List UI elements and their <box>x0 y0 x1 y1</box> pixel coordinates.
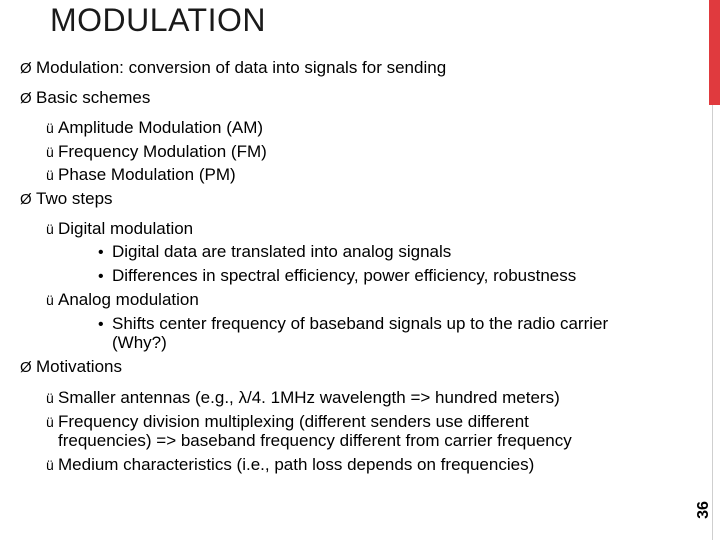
bullet-modulation <box>20 58 446 79</box>
check-bullet-icon: ü <box>46 167 54 183</box>
arrow-bullet-icon: Ø <box>20 90 32 107</box>
bullet-text: Digital data are translated into analog signals <box>112 242 452 261</box>
sub-bullet-pm <box>46 165 236 185</box>
bullet-text: Analog modulation <box>58 290 199 309</box>
check-bullet-icon: ü <box>46 414 54 430</box>
sub-bullet-medium <box>46 455 534 475</box>
bullet-text: : conversion of data into signals for sending <box>119 58 447 77</box>
bullet-text: Two steps <box>36 189 113 208</box>
continuation-text: (Why?) <box>112 333 167 352</box>
check-bullet-icon: ü <box>46 144 54 160</box>
dot-bullet-icon: • <box>98 268 104 285</box>
arrow-bullet-icon: Ø <box>20 359 32 376</box>
accent-bar <box>709 0 720 105</box>
side-divider <box>712 105 713 540</box>
bullet-two-steps <box>20 189 113 210</box>
bullet-text: Motivations <box>36 357 122 376</box>
sub-bullet-fm <box>46 142 267 162</box>
dot-bullet-icon: • <box>98 244 104 261</box>
page-number: 36 <box>695 501 712 519</box>
check-bullet-icon: ü <box>46 120 54 136</box>
bullet-motivations <box>20 357 122 378</box>
bullet-text: Frequency division multiplexing (different senders use different <box>58 412 529 431</box>
bullet-basic-schemes <box>20 88 150 109</box>
sub-sub-bullet <box>98 266 576 287</box>
continuation-text: frequencies) => baseband frequency different from carrier frequency <box>58 431 572 450</box>
check-bullet-icon: ü <box>46 292 54 308</box>
sub-bullet-analog <box>46 290 199 310</box>
slide-title: MODULATION <box>50 2 266 38</box>
bullet-text: Amplitude Modulation (AM) <box>58 118 264 137</box>
bullet-text: Smaller antennas (e.g., λ/4. 1MHz wavelength => hundred meters) <box>58 388 560 407</box>
modulation-term: Modulation <box>36 58 120 77</box>
sub-bullet-digital <box>46 219 193 239</box>
check-bullet-icon: ü <box>46 390 54 406</box>
bullet-text: Medium characteristics (i.e., path loss depends on frequencies) <box>58 455 535 474</box>
bullet-text: Basic schemes <box>36 88 151 107</box>
bullet-text: Digital modulation <box>58 219 194 238</box>
sub-bullet-fdm <box>46 412 529 432</box>
sub-sub-bullet <box>98 242 451 263</box>
sub-bullet-antennas <box>46 388 560 408</box>
sub-bullet-am <box>46 118 263 138</box>
bullet-text: Shifts center frequency of baseband signals up to the radio carrier <box>112 314 609 333</box>
arrow-bullet-icon: Ø <box>20 191 32 208</box>
arrow-bullet-icon: Ø <box>20 60 32 77</box>
check-bullet-icon: ü <box>46 457 54 473</box>
dot-bullet-icon: • <box>98 316 104 333</box>
bullet-text: Phase Modulation (PM) <box>58 165 236 184</box>
check-bullet-icon: ü <box>46 221 54 237</box>
bullet-text: Differences in spectral efficiency, power efficiency, robustness <box>112 266 577 285</box>
sub-sub-bullet <box>98 314 608 335</box>
bullet-text: Frequency Modulation (FM) <box>58 142 267 161</box>
